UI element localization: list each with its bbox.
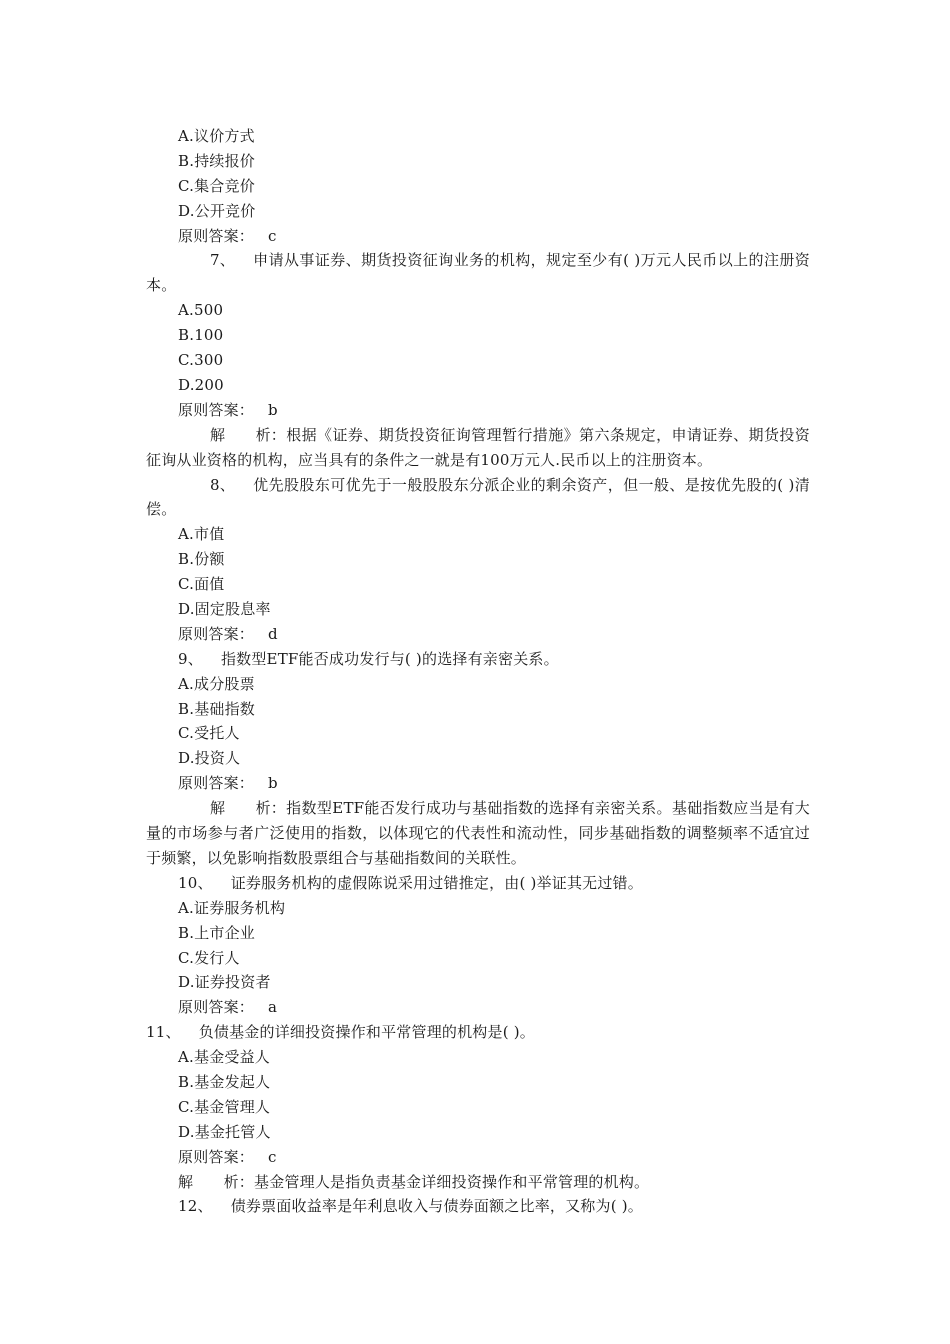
- answer-value: d: [268, 624, 278, 643]
- q9-option-a: A.成分股票: [178, 674, 255, 693]
- question-number: 11、: [146, 1023, 181, 1042]
- answer-value: b: [268, 774, 278, 793]
- answer-label: 原则答案：: [178, 226, 255, 245]
- q11-option-d: D.基金托管人: [178, 1122, 271, 1141]
- question-text: 指数型ETF能否成功发行与( )的选择有亲密关系。: [220, 649, 559, 668]
- q6-option-a: A.议价方式: [178, 127, 255, 145]
- q8-option-a: A.市值: [178, 525, 225, 544]
- q11-option-c: C.基金管理人: [178, 1097, 271, 1116]
- answer-value: c: [268, 226, 277, 245]
- q10-option-d: D.证券投资者: [178, 973, 271, 992]
- q8-answer: [0, 622, 950, 647]
- q8-option-b: B.份额: [178, 550, 225, 569]
- explanation-label: 解 析：: [210, 799, 287, 818]
- q9-option-d: D.投资人: [178, 749, 241, 768]
- q11-answer: [0, 1145, 950, 1170]
- question-text: 申请从事证券、期货投资征询业务的机构，规定至少有( )万元人民币以上的注册资本。: [146, 251, 810, 295]
- explanation-label: 解 析：: [178, 1172, 255, 1191]
- q11-option-a: A.基金受益人: [178, 1048, 271, 1067]
- q7-option-a: A.500: [178, 301, 224, 320]
- q11-option-b: B.基金发起人: [178, 1072, 271, 1091]
- q10-option-c: C.发行人: [178, 948, 240, 967]
- answer-label: 原则答案：: [178, 774, 255, 793]
- q7-option-d: D.200: [178, 375, 224, 394]
- question-text: 优先股股东可优先于一般股股东分派企业的剩余资产，但一般、是按优先股的( )清偿。: [146, 475, 810, 519]
- q9-explanation: [0, 796, 810, 871]
- answer-label: 原则答案：: [178, 998, 255, 1017]
- question-text: 证券服务机构的虚假陈说采用过错推定，由( )举证其无过错。: [230, 873, 643, 892]
- q6-answer: [0, 224, 950, 249]
- question-number: 10、: [178, 873, 213, 892]
- explanation-text: 指数型ETF能否发行成功与基础指数的选择有亲密关系。基础指数应当是有大量的市场参与者广泛使用的指数，以体现它的代表性和流动性，同步基础指数的调整频率不适宜过于频繁，以免影响指数股票组合与基础指数间的关联性。: [146, 799, 810, 867]
- q9-option-b: B.基础指数: [178, 699, 255, 718]
- explanation-text: 基金管理人是指负责基金详细投资操作和平常管理的机构。: [254, 1172, 650, 1191]
- answer-label: 原则答案：: [178, 624, 255, 643]
- q12-question: [0, 1194, 950, 1219]
- answer-label: 原则答案：: [178, 1147, 255, 1166]
- explanation-text: 根据《证券、期货投资征询管理暂行措施》第六条规定，申请证券、期货投资征询从业资格的机构，应当具有的条件之一就是有100万元人.民币以上的注册资本。: [146, 425, 810, 469]
- q7-answer: [0, 398, 950, 423]
- q7-explanation: [0, 423, 810, 473]
- q11-question: [0, 1020, 950, 1045]
- q7-question: [0, 248, 810, 298]
- question-text: 债券票面收益率是年利息收入与债券面额之比率，又称为( )。: [230, 1197, 643, 1216]
- q6-option-d: D.公开竞价: [178, 201, 256, 220]
- q9-option-c: C.受托人: [178, 724, 240, 743]
- question-number: 7、: [210, 251, 235, 270]
- q8-option-d: D.固定股息率: [178, 600, 271, 619]
- q9-answer: [0, 771, 950, 796]
- explanation-label: 解 析：: [210, 425, 287, 444]
- q8-option-c: C.面值: [178, 575, 225, 594]
- q10-option-b: B.上市企业: [178, 923, 255, 942]
- question-number: 12、: [178, 1197, 213, 1216]
- document-page: [0, 124, 950, 1219]
- q11-explanation: [0, 1170, 950, 1195]
- q7-option-c: C.300: [178, 351, 224, 370]
- q10-option-a: A.证券服务机构: [178, 898, 286, 917]
- q8-question: [0, 473, 810, 523]
- answer-value: c: [268, 1147, 277, 1166]
- q6-option-b: B.持续报价: [178, 151, 255, 170]
- q10-answer: [0, 995, 950, 1020]
- answer-value: b: [268, 400, 278, 419]
- q10-question: [0, 871, 950, 896]
- q9-question: [0, 647, 950, 672]
- q7-option-b: B.100: [178, 326, 224, 345]
- answer-label: 原则答案：: [178, 400, 255, 419]
- q6-option-c: C.集合竞价: [178, 176, 255, 195]
- question-text: 负债基金的详细投资操作和平常管理的机构是( )。: [198, 1023, 535, 1042]
- question-number: 9、: [178, 649, 203, 668]
- answer-value: a: [268, 998, 278, 1017]
- question-number: 8、: [210, 475, 235, 494]
